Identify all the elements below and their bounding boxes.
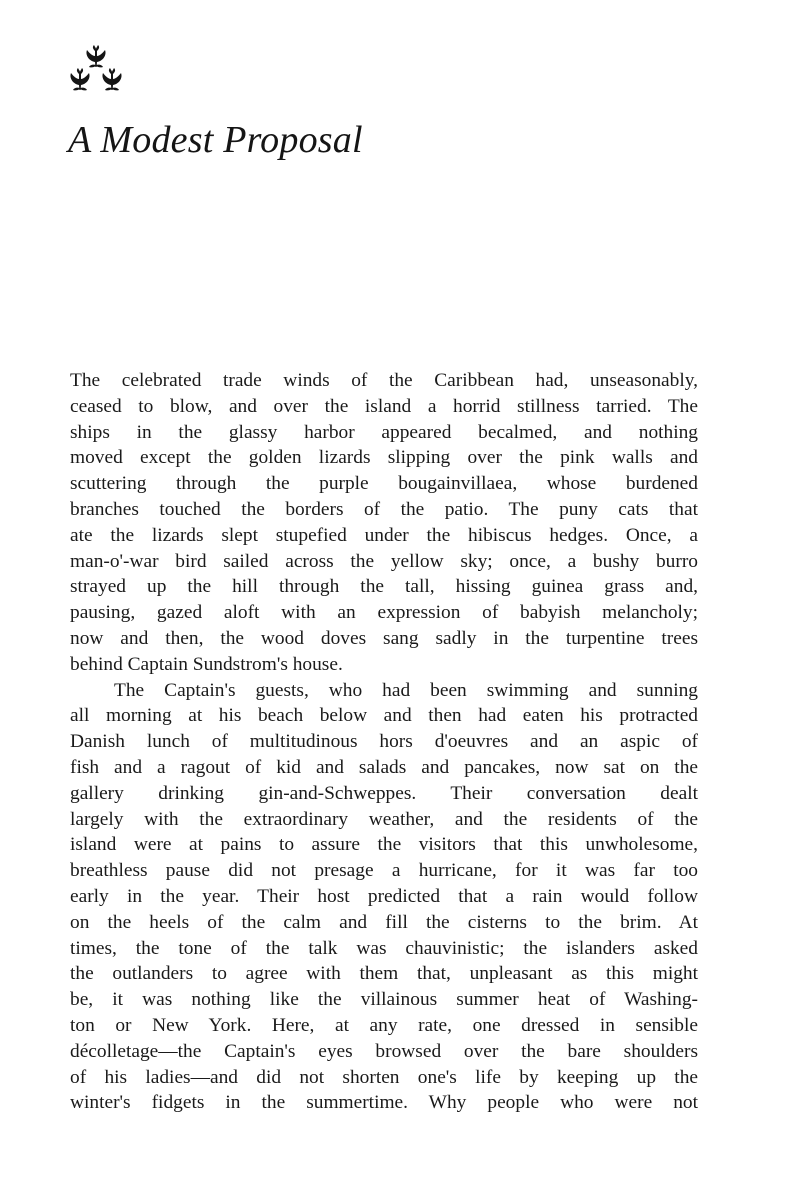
text-line: times, the tone of the talk was chauvinistic; the islanders asked bbox=[70, 937, 698, 959]
text-line: gallery drinking gin-and-Schweppes. Their conversation dealt bbox=[70, 782, 698, 804]
flower-ornament-icon bbox=[60, 44, 132, 94]
text-line: fish and a ragout of kid and salads and pancakes, now sat on the bbox=[70, 756, 698, 778]
text-line: ate the lizards slept stupefied under the hibiscus hedges. Once, a bbox=[70, 524, 698, 546]
text-line: on the heels of the calm and fill the cisterns to the brim. At bbox=[70, 911, 698, 933]
text-line: of his ladies—and did not shorten one's life by keeping up the bbox=[70, 1066, 698, 1088]
text-line: Danish lunch of multitudinous hors d'oeuvres and an aspic of bbox=[70, 731, 698, 753]
paragraph-1 bbox=[70, 368, 698, 678]
text-line: décolletage—the Captain's eyes browsed over the bare shoulders bbox=[70, 1040, 698, 1062]
text-line: The Captain's guests, who had been swimming and sunning bbox=[114, 679, 698, 701]
text-line: man-o'-war bird sailed across the yellow sky; once, a bushy burro bbox=[70, 550, 698, 572]
text-line: early in the year. Their host predicted that a rain would follow bbox=[70, 885, 698, 907]
text-line: now and then, the wood doves sang sadly in the turpentine trees bbox=[70, 627, 698, 649]
text-line: breathless pause did not presage a hurricane, for it was far too bbox=[70, 860, 698, 882]
text-line: branches touched the borders of the patio. The puny cats that bbox=[70, 498, 698, 520]
body-text bbox=[70, 368, 698, 1116]
text-line: ceased to blow, and over the island a horrid stillness tarried. The bbox=[70, 395, 698, 417]
text-line: largely with the extraordinary weather, and the residents of the bbox=[70, 808, 698, 830]
text-line: The celebrated trade winds of the Caribbean had, unseasonably, bbox=[70, 370, 698, 391]
text-line: all morning at his beach below and then had eaten his protracted bbox=[70, 705, 698, 727]
text-line: scuttering through the purple bougainvillaea, whose burdened bbox=[70, 473, 698, 495]
text-line: the outlanders to agree with them that, unpleasant as this might bbox=[70, 963, 698, 985]
text-line: moved except the golden lizards slipping over the pink walls and bbox=[70, 447, 698, 469]
text-line: ships in the glassy harbor appeared becalmed, and nothing bbox=[70, 421, 698, 443]
text-line: ton or New York. Here, at any rate, one dressed in sensible bbox=[70, 1014, 698, 1036]
text-line: be, it was nothing like the villainous summer heat of Washing- bbox=[70, 989, 698, 1011]
text-line: island were at pains to assure the visitors that this unwholesome, bbox=[70, 834, 698, 856]
text-line: behind Captain Sundstrom's house. bbox=[70, 653, 343, 675]
text-line: pausing, gazed aloft with an expression of babyish melancholy; bbox=[70, 602, 698, 624]
paragraph-2 bbox=[70, 678, 698, 1117]
text-line: strayed up the hill through the tall, hissing guinea grass and, bbox=[70, 576, 698, 598]
text-line: winter's fidgets in the summertime. Why people who were not bbox=[70, 1092, 698, 1114]
chapter-title: A Modest Proposal bbox=[68, 119, 363, 161]
